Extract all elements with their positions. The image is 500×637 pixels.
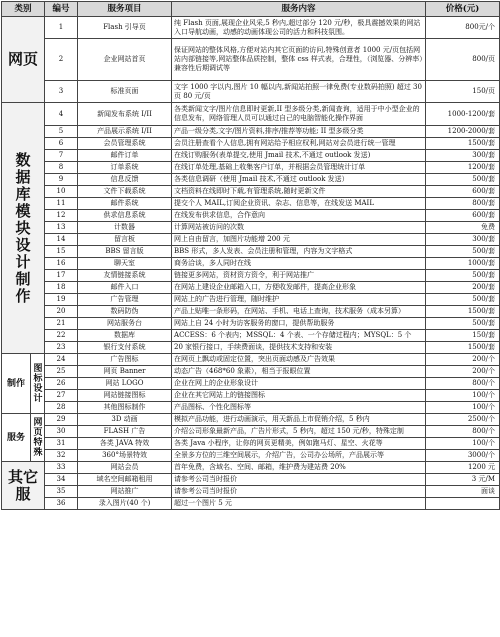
- table-row: [2, 282, 500, 294]
- row-number: 20: [45, 306, 78, 318]
- table-row: [2, 234, 500, 246]
- row-number: 34: [45, 474, 78, 486]
- table-row: [2, 450, 500, 462]
- row-number: 5: [45, 126, 78, 138]
- row-number: 30: [45, 426, 78, 438]
- header-price: 价格(元): [426, 2, 500, 17]
- table-row: [2, 186, 500, 198]
- service-content: 在线发布供求信息，合作意向: [172, 210, 426, 222]
- price-cell: 800/页: [426, 39, 500, 81]
- service-content: 企业在其它网站上的链接图标: [172, 390, 426, 402]
- service-content: 超过一个图片 5 元: [172, 498, 426, 510]
- service-item: 网站会员: [78, 462, 172, 474]
- table-row: [2, 246, 500, 258]
- table-row: [2, 294, 500, 306]
- service-content: 提交个人 MAIL,订阅企业资讯、杂志、信息等，在线发送 MAIL: [172, 198, 426, 210]
- table-row: [2, 354, 500, 366]
- price-cell: 500/套: [426, 270, 500, 282]
- service-item: 网站服务台: [78, 318, 172, 330]
- price-cell: 300/套: [426, 234, 500, 246]
- service-item: 计数器: [78, 222, 172, 234]
- row-number: 36: [45, 498, 78, 510]
- row-number: 35: [45, 486, 78, 498]
- service-content: 网站上自 24 小时为访客服务的窗口，提供帮助服务: [172, 318, 426, 330]
- service-content: 产品一级分类,文字/图片资料,排序/推荐等功能; II 型多级分类: [172, 126, 426, 138]
- service-item: 广告图标: [78, 354, 172, 366]
- service-content: 计算网站被访问的次数: [172, 222, 426, 234]
- service-content: 在线订单处理,基础上收集客户订单，并根据会员管理统计订单: [172, 162, 426, 174]
- table-row: [2, 486, 500, 498]
- row-number: 26: [45, 378, 78, 390]
- row-number: 3: [45, 81, 78, 103]
- table-header-row: [2, 2, 500, 17]
- service-item: 其他图标制作: [78, 402, 172, 414]
- category-cell: [2, 103, 45, 354]
- service-item: 广告管理: [78, 294, 172, 306]
- service-content: 文字 1000 字以内,图片 10 幅以内,新闻站拍照一律免费(专业数码拍照) 超过 30 页 80 元/页: [172, 81, 426, 103]
- row-number: 24: [45, 354, 78, 366]
- price-cell: 500/套: [426, 318, 500, 330]
- header-category: 类别: [2, 2, 45, 17]
- row-number: 6: [45, 138, 78, 150]
- row-number: 25: [45, 366, 78, 378]
- table-row: [2, 366, 500, 378]
- row-number: 27: [45, 390, 78, 402]
- service-content: 企业在网上的企业形象设计: [172, 378, 426, 390]
- table-row: [2, 342, 500, 354]
- row-number: 16: [45, 258, 78, 270]
- price-cell: 1500/套: [426, 138, 500, 150]
- price-cell: 300/套: [426, 150, 500, 162]
- subcategory-cell: [31, 414, 45, 462]
- service-content: 介绍公司形象最新产品，广告片形式，5 秒内，超过 150 元/秒，特殊定制: [172, 426, 426, 438]
- service-content: 各类 Java 小程序，让你的网页更精美，例如跑马灯、星空、火花等: [172, 438, 426, 450]
- category-cell: 网页: [2, 17, 45, 103]
- service-item: 文件下载系统: [78, 186, 172, 198]
- service-content: 网上自由留言，加图片功能增 200 元: [172, 234, 426, 246]
- service-content: 首年免费，含域名、空间、邮箱，维护费为建站费 20%: [172, 462, 426, 474]
- service-item: 信息反馈: [78, 174, 172, 186]
- service-content: 会员注册查看个人信息,拥有网站给予相应权利,网站对会员进行统一管理: [172, 138, 426, 150]
- service-item: 会员管理系统: [78, 138, 172, 150]
- row-number: 28: [45, 402, 78, 414]
- row-number: 22: [45, 330, 78, 342]
- table-row: [2, 138, 500, 150]
- subcategory-label: 网页特殊: [33, 417, 43, 458]
- service-item: 银行支付系统: [78, 342, 172, 354]
- table-row: [2, 126, 500, 138]
- service-content: 网站上的广告进行管理，随时维护: [172, 294, 426, 306]
- table-row: [2, 222, 500, 234]
- service-item: 产品展示系统 I/II: [78, 126, 172, 138]
- service-content: 各类信息调研（使用 Jmail 技术,不通过 outlook 发送）: [172, 174, 426, 186]
- service-content: 在线订购服务(表单提交,使用 Jmail 技术,不通过 outlook 发送): [172, 150, 426, 162]
- price-cell: 600/套: [426, 186, 500, 198]
- table-row: [2, 330, 500, 342]
- service-item: 各类 JAVA 特效: [78, 438, 172, 450]
- table-row: [2, 390, 500, 402]
- price-cell: 100/个: [426, 402, 500, 414]
- table-row: [2, 174, 500, 186]
- service-content: 商务洽谈，多人同时在线: [172, 258, 426, 270]
- service-content: BBS 形式，多人发表、会员注册和管理，内容为文字格式: [172, 246, 426, 258]
- price-cell: 1500/套: [426, 342, 500, 354]
- service-item: 友情链接系统: [78, 270, 172, 282]
- header-item: 服务项目: [78, 2, 172, 17]
- service-item: 邮件系统: [78, 198, 172, 210]
- service-item: 3D 动画: [78, 414, 172, 426]
- service-item: 企业网站首页: [78, 39, 172, 81]
- service-item: 聊天室: [78, 258, 172, 270]
- service-item: 网站链接图标: [78, 390, 172, 402]
- table-row: [2, 162, 500, 174]
- price-cell: 600/套: [426, 210, 500, 222]
- header-no: 编号: [45, 2, 78, 17]
- service-item: 网页 Banner: [78, 366, 172, 378]
- service-content: ACCESS：6 个表内；MSSQL：4 个表、一个存储过程内；MYSQL：5 个: [172, 330, 426, 342]
- price-cell: 500/套: [426, 174, 500, 186]
- table-row: [2, 81, 500, 103]
- row-number: 23: [45, 342, 78, 354]
- category-label: 数据库模块设计制作: [15, 150, 31, 305]
- price-cell: 100/个: [426, 390, 500, 402]
- table-row: [2, 210, 500, 222]
- price-cell: 200/个: [426, 366, 500, 378]
- table-row: [2, 438, 500, 450]
- table-row: [2, 150, 500, 162]
- row-number: 1: [45, 17, 78, 39]
- price-table: [1, 1, 500, 510]
- service-content: 产品上贴唯一条形码，在网站、手机、电话上查询，技术服务（成本另算）: [172, 306, 426, 318]
- service-item: 留言板: [78, 234, 172, 246]
- service-content: 全景多方位的三维空间展示，介绍广告，公司办公场所，产品展示等: [172, 450, 426, 462]
- service-content: 保证网站的整体风格,方便对站内其它页面的访问,特殊创意者 1000 元/页包括网站内部链接等,网站整体品质控制，整体 css 样式表，合理性，（浏览器、分辨率）兼容性后期调试等: [172, 39, 426, 81]
- service-item: 数码防伪: [78, 306, 172, 318]
- row-number: 10: [45, 186, 78, 198]
- table-row: [2, 39, 500, 81]
- service-content: 模拟产品功能，进行动画演示，用天新品上市促销介绍，5 秒内: [172, 414, 426, 426]
- row-number: 15: [45, 246, 78, 258]
- price-cell: 500/套: [426, 246, 500, 258]
- service-content: 请参考公司当时报价: [172, 486, 426, 498]
- price-cell: 免费: [426, 222, 500, 234]
- row-number: 11: [45, 198, 78, 210]
- service-item: 供求信息系统: [78, 210, 172, 222]
- price-cell: 800/个: [426, 378, 500, 390]
- subcategory-cell: [31, 354, 45, 414]
- category-cell: 其它服: [2, 462, 45, 510]
- table-row: [2, 318, 500, 330]
- table-row: [2, 306, 500, 318]
- row-number: 32: [45, 450, 78, 462]
- service-content: 在网站上建设企业邮箱入口，方便收发邮件，提高企业形象: [172, 282, 426, 294]
- row-number: 17: [45, 270, 78, 282]
- row-number: 18: [45, 282, 78, 294]
- table-row: [2, 103, 500, 126]
- price-cell: 1000-1200/套: [426, 103, 500, 126]
- subcategory-label: 图标设计: [33, 363, 43, 404]
- row-number: 19: [45, 294, 78, 306]
- price-cell: 3000/个: [426, 450, 500, 462]
- service-item: 新闻发布系统 I/II: [78, 103, 172, 126]
- row-number: 31: [45, 438, 78, 450]
- service-item: 网站 LOGO: [78, 378, 172, 390]
- table-row: [2, 498, 500, 510]
- service-item: 360°场景特效: [78, 450, 172, 462]
- table-row: [2, 474, 500, 486]
- service-item: 邮件入口: [78, 282, 172, 294]
- service-item: 邮件订单: [78, 150, 172, 162]
- service-content: 在网页上飘动或固定位置，突出页面动感及广告效果: [172, 354, 426, 366]
- table-row: [2, 426, 500, 438]
- price-cell: 1200 元: [426, 462, 500, 474]
- price-cell: 800/个: [426, 426, 500, 438]
- row-number: 7: [45, 150, 78, 162]
- service-item: 录入图片(40 个): [78, 498, 172, 510]
- row-number: 33: [45, 462, 78, 474]
- price-cell: [426, 498, 500, 510]
- category-cell: 服务: [2, 414, 31, 462]
- category-cell: 制作: [2, 354, 31, 414]
- service-content: 请参考公司当时报价: [172, 474, 426, 486]
- price-cell: 150/套: [426, 330, 500, 342]
- service-item: 标准页面: [78, 81, 172, 103]
- service-item: BBS 留言版: [78, 246, 172, 258]
- service-content: 链接更多网站，资材资方资令，利于网站推广: [172, 270, 426, 282]
- price-cell: 100/个: [426, 438, 500, 450]
- service-content: 各类新闻文字/图片信息即时更新,II 型多级分类,新闻查询，适用于中小型企业的信息发布，网络管理人员可以通过自己的电脑智能化操作界面: [172, 103, 426, 126]
- row-number: 12: [45, 210, 78, 222]
- row-number: 9: [45, 174, 78, 186]
- service-content: 产品图标、个性化图标等: [172, 402, 426, 414]
- service-content: 纯 Flash 页面,展现企业风采,5 秒内,超过部分 120 元/秒，极具震撼效果的网站入口导航动画，动感的动画体现公司的活力和科技氛围。: [172, 17, 426, 39]
- row-number: 14: [45, 234, 78, 246]
- price-cell: 1000/套: [426, 258, 500, 270]
- table-row: [2, 270, 500, 282]
- price-cell: 面谈: [426, 486, 500, 498]
- price-cell: 800/套: [426, 198, 500, 210]
- table-row: [2, 414, 500, 426]
- header-content: 服务内容: [172, 2, 426, 17]
- price-cell: 500/套: [426, 294, 500, 306]
- price-cell: 1200/套: [426, 162, 500, 174]
- table-row: [2, 402, 500, 414]
- table-row: [2, 462, 500, 474]
- service-item: Flash 引导页: [78, 17, 172, 39]
- price-cell: 200/个: [426, 354, 500, 366]
- row-number: 21: [45, 318, 78, 330]
- price-cell: 200/套: [426, 282, 500, 294]
- table-body: [2, 17, 500, 510]
- service-content: 20 家银行接口，手续费面谈，提供技术支持和安装: [172, 342, 426, 354]
- price-cell: 1200-2000/套: [426, 126, 500, 138]
- row-number: 4: [45, 103, 78, 126]
- price-cell: 2500/个: [426, 414, 500, 426]
- service-item: 订单系统: [78, 162, 172, 174]
- service-content: 动态广告（468*60 象素），相当于报眼位置: [172, 366, 426, 378]
- price-cell: 800元/个: [426, 17, 500, 39]
- table-row: [2, 378, 500, 390]
- row-number: 8: [45, 162, 78, 174]
- row-number: 29: [45, 414, 78, 426]
- row-number: 2: [45, 39, 78, 81]
- service-item: 网站推广: [78, 486, 172, 498]
- service-item: FLASH 广告: [78, 426, 172, 438]
- table-row: [2, 17, 500, 39]
- service-item: 数据库: [78, 330, 172, 342]
- service-content: 文档资料在线即时下载,有管理系统,随时更新文件: [172, 186, 426, 198]
- price-cell: 1500/套: [426, 306, 500, 318]
- table-row: [2, 258, 500, 270]
- price-cell: 3 元/M: [426, 474, 500, 486]
- table-row: [2, 198, 500, 210]
- row-number: 13: [45, 222, 78, 234]
- service-item: 域名空间邮箱租用: [78, 474, 172, 486]
- price-cell: 150/页: [426, 81, 500, 103]
